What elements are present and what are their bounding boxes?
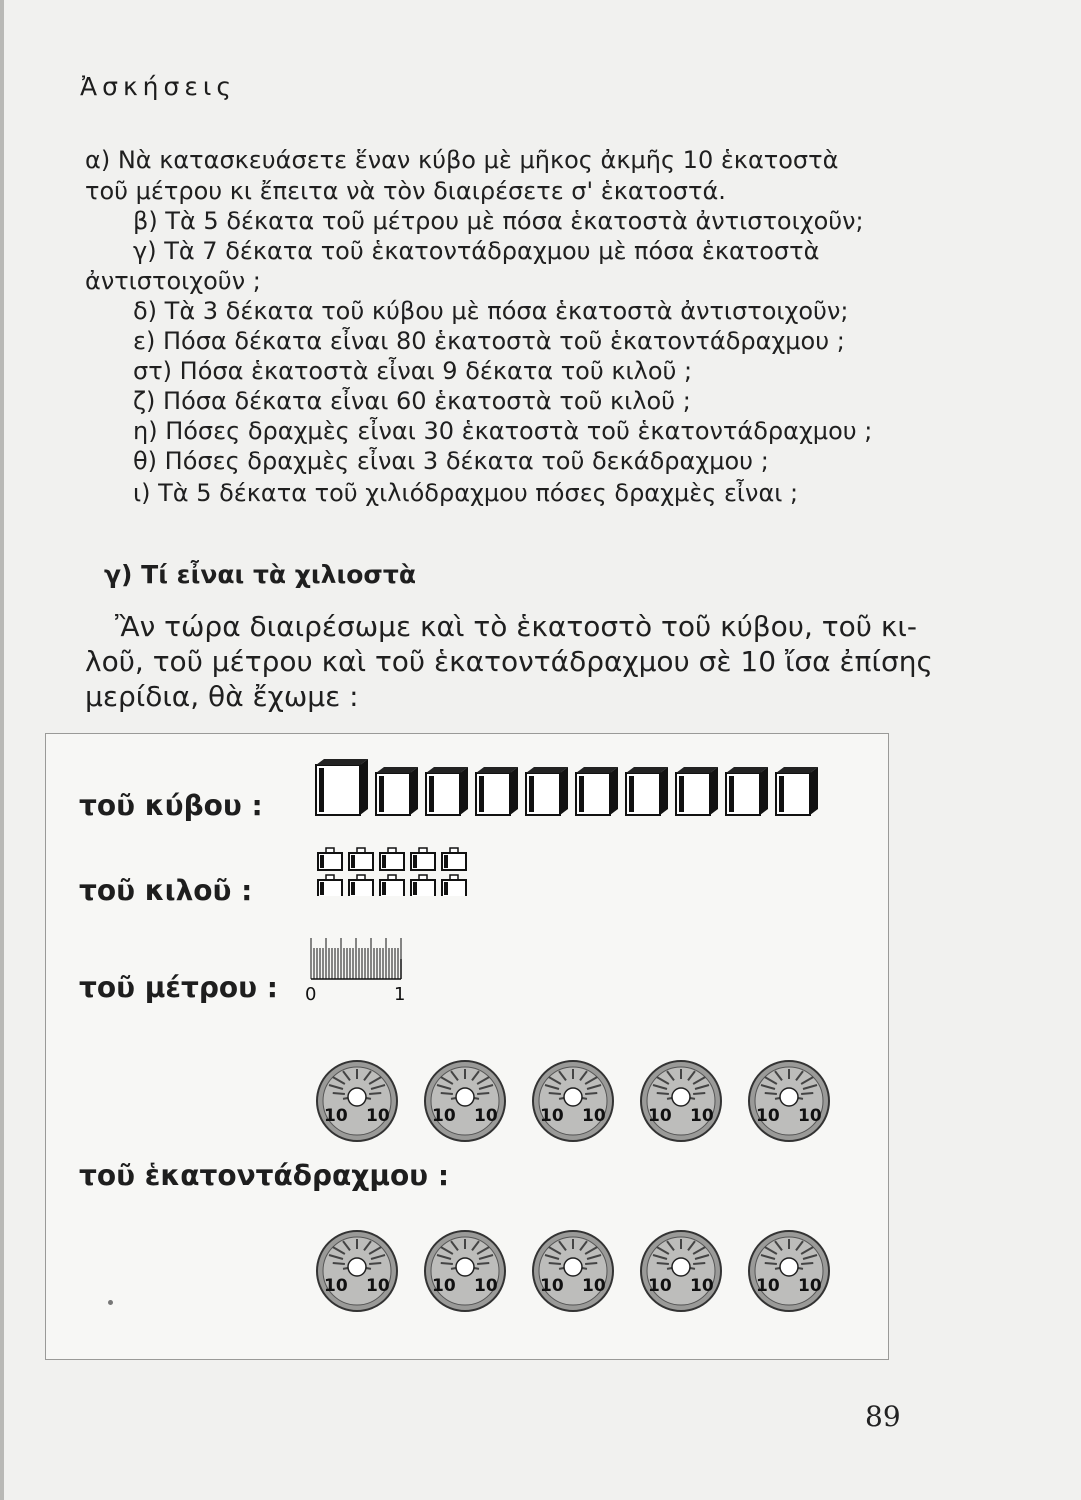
coin-value-label: 10: [582, 1276, 606, 1296]
weight-piece-icon: [318, 875, 342, 896]
coin-value-label: 10: [324, 1106, 348, 1126]
weight-piece-icon: [411, 848, 435, 870]
page-number: 89: [865, 1400, 901, 1433]
coin-row-top: [314, 1059, 874, 1143]
metre-label: τοῦ μέτρου :: [79, 971, 278, 1004]
stray-mark: [108, 1300, 113, 1305]
weight-piece-icon: [442, 875, 466, 896]
ruler-icon: [301, 934, 411, 1004]
cube-piece-icon: [626, 767, 668, 815]
coin-value-label: 10: [474, 1106, 498, 1126]
exercise-line: ι) Τὰ 5 δέκατα τοῦ χιλιόδραχμου πόσες δραχμὲς εἶναι ;: [133, 479, 799, 507]
coin-row-bottom: [314, 1229, 874, 1313]
cube-piece-icon: [576, 767, 618, 815]
cube-piece-icon: [316, 759, 368, 815]
exercise-line: α) Νὰ κατασκευάσετε ἕναν κύβο μὲ μῆκος ἀκμῆς 10 ἑκατοστὰ: [85, 146, 839, 174]
exercise-line: ε) Πόσα δέκατα εἶναι 80 ἑκατοστὰ τοῦ ἑκατοντάδραχμου ;: [133, 327, 845, 355]
exercise-line: γ) Τὰ 7 δέκατα τοῦ ἑκατοντάδραχμου μὲ πόσα ἑκατοστὰ: [133, 237, 820, 265]
coin-value-label: 10: [324, 1276, 348, 1296]
cube-piece-icon: [726, 767, 768, 815]
page-binding-edge: [0, 0, 4, 1500]
coin-value-label: 10: [432, 1276, 456, 1296]
coin-icon: [746, 1059, 832, 1143]
coin-value-label: 10: [756, 1106, 780, 1126]
coin-value-label: 10: [366, 1276, 390, 1296]
cube-piece-icon: [676, 767, 718, 815]
exercise-line: ζ) Πόσα δέκατα εἶναι 60 ἑκατοστὰ τοῦ κιλοῦ ;: [133, 387, 691, 415]
weight-piece-icon: [318, 848, 342, 870]
exercise-line: η) Πόσες δραχμὲς εἶναι 30 ἑκατοστὰ τοῦ ἑκατοντάδραχμου ;: [133, 417, 873, 445]
paragraph-line: Ἂν τώρα διαιρέσωμε καὶ τὸ ἑκατοστὸ τοῦ κύβου, τοῦ κι-: [115, 610, 917, 643]
weight-piece-icon: [442, 848, 466, 870]
section-subheading: γ) Τί εἶναι τὰ χιλιοστὰ: [104, 560, 416, 589]
coin-icon: [530, 1059, 616, 1143]
weight-piece-icon: [349, 875, 373, 896]
exercise-line: στ) Πόσα ἑκατοστὰ εἶναι 9 δέκατα τοῦ κιλοῦ ;: [133, 357, 693, 385]
coin-icon: [422, 1229, 508, 1313]
coin-value-label: 10: [798, 1276, 822, 1296]
coin-icon: [314, 1059, 400, 1143]
cube-piece-icon: [426, 767, 468, 815]
coin-icon: [638, 1059, 724, 1143]
kilo-label: τοῦ κιλοῦ :: [79, 874, 253, 907]
thousandths-figure: [45, 733, 889, 1360]
coin-value-label: 10: [648, 1276, 672, 1296]
coin-value-label: 10: [690, 1276, 714, 1296]
coin-value-label: 10: [798, 1106, 822, 1126]
weight-piece-icon: [380, 875, 404, 896]
exercise-line: β) Τὰ 5 δέκατα τοῦ μέτρου μὲ πόσα ἑκατοστὰ ἀντιστοιχοῦν;: [133, 207, 864, 235]
coin-icon: [530, 1229, 616, 1313]
coin-icon: [422, 1059, 508, 1143]
coin-value-label: 10: [648, 1106, 672, 1126]
coin-icon: [314, 1229, 400, 1313]
hundred-drachma-label: τοῦ ἑκατοντάδραχμου :: [79, 1159, 450, 1192]
exercise-line: ἀντιστοιχοῦν ;: [85, 267, 261, 295]
coin-value-label: 10: [690, 1106, 714, 1126]
exercise-line: δ) Τὰ 3 δέκατα τοῦ κύβου μὲ πόσα ἑκατοστὰ ἀντιστοιχοῦν;: [133, 297, 849, 325]
cube-label: τοῦ κύβου :: [79, 789, 263, 822]
coin-value-label: 10: [432, 1106, 456, 1126]
ruler-start-label: 0: [305, 984, 317, 1004]
cube-pieces: [314, 759, 834, 819]
cube-piece-icon: [776, 767, 818, 815]
coin-icon: [746, 1229, 832, 1313]
coin-value-label: 10: [582, 1106, 606, 1126]
coin-value-label: 10: [366, 1106, 390, 1126]
paragraph-line: μερίδια, θὰ ἔχωμε :: [85, 680, 359, 713]
ruler-end-label: 1: [394, 984, 406, 1004]
exercise-line: τοῦ μέτρου κι ἔπειτα νὰ τὸν διαιρέσετε σ' ἑκατοστά.: [85, 177, 726, 205]
weight-piece-icon: [411, 875, 435, 896]
cube-piece-icon: [376, 767, 418, 815]
cube-piece-icon: [476, 767, 518, 815]
paragraph-line: λοῦ, τοῦ μέτρου καὶ τοῦ ἑκατοντάδραχμου σὲ 10 ἴσα ἐπίσης: [85, 645, 933, 678]
weight-pieces: [316, 844, 476, 896]
coin-value-label: 10: [540, 1106, 564, 1126]
weight-piece-icon: [349, 848, 373, 870]
coin-value-label: 10: [756, 1276, 780, 1296]
exercise-line: θ) Πόσες δραχμὲς εἶναι 3 δέκατα τοῦ δεκάδραχμου ;: [133, 447, 769, 475]
exercises-heading: Ἀσκήσεις: [80, 72, 237, 101]
cube-piece-icon: [526, 767, 568, 815]
coin-value-label: 10: [474, 1276, 498, 1296]
coin-icon: [638, 1229, 724, 1313]
weight-piece-icon: [380, 848, 404, 870]
coin-value-label: 10: [540, 1276, 564, 1296]
